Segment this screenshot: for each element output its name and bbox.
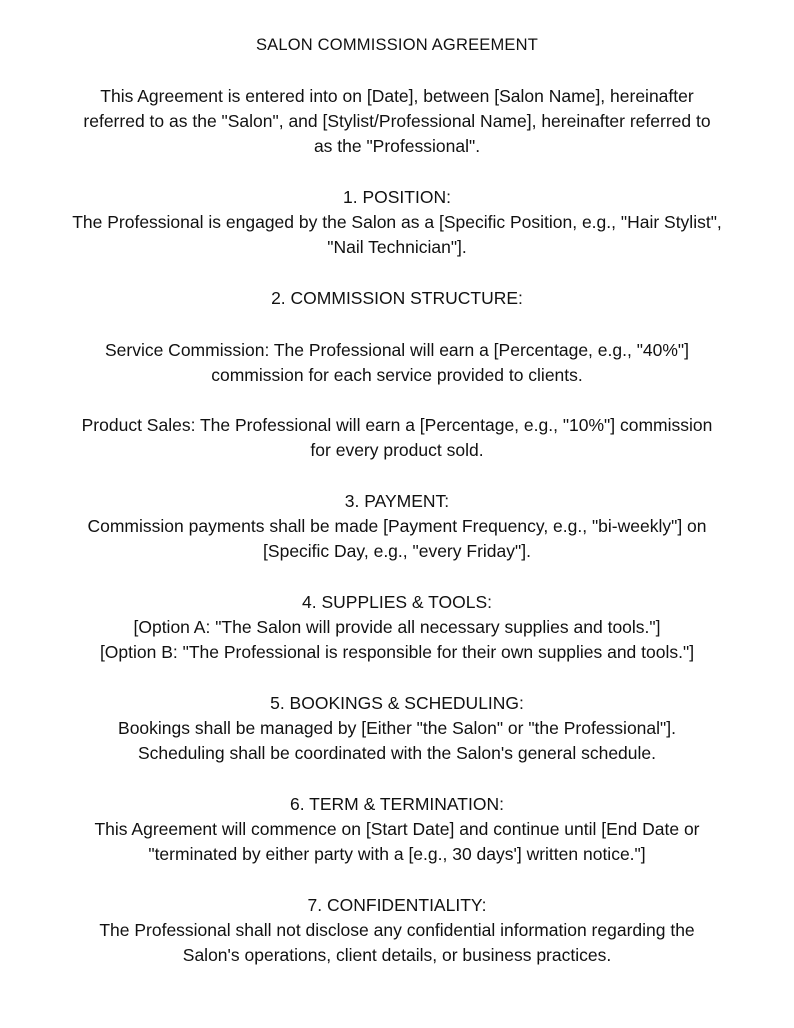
section-heading-payment: 3. PAYMENT: <box>344 491 450 511</box>
supplies-option-line: [Option A: "The Salon will provide all necessary supplies and tools."] <box>133 617 661 637</box>
service-commission-line: commission for each service provided to clients. <box>211 365 583 385</box>
document-title: SALON COMMISSION AGREEMENT <box>255 36 539 54</box>
supplies-option-line: [Option B: "The Professional is responsible for their own supplies and tools."] <box>99 642 695 662</box>
section-heading-confidentiality: 7. CONFIDENTIALITY: <box>307 895 487 915</box>
product-sales-line: Product Sales: The Professional will earn a [Percentage, e.g., "10%"] commission <box>81 415 713 435</box>
section-heading-commission: 2. COMMISSION STRUCTURE: <box>271 288 523 308</box>
payment-text-line: Commission payments shall be made [Payment Frequency, e.g., "bi-weekly"] on <box>87 516 707 536</box>
payment-text-line: [Specific Day, e.g., "every Friday"]. <box>263 541 531 561</box>
bookings-text-line: Scheduling shall be coordinated with the Salon's general schedule. <box>138 743 656 763</box>
confidentiality-text-line: Salon's operations, client details, or business practices. <box>182 945 612 965</box>
intro-line: as the "Professional". <box>313 136 481 156</box>
bookings-text-line: Bookings shall be managed by [Either "the Salon" or "the Professional"]. <box>118 718 676 738</box>
term-text-line: This Agreement will commence on [Start Date] and continue until [End Date or <box>94 819 700 839</box>
intro-line: This Agreement is entered into on [Date], between [Salon Name], hereinafter <box>100 86 694 106</box>
term-text-line: "terminated by either party with a [e.g., 30 days'] written notice."] <box>148 844 646 864</box>
section-heading-bookings: 5. BOOKINGS & SCHEDULING: <box>270 693 524 713</box>
section-heading-term: 6. TERM & TERMINATION: <box>290 794 504 814</box>
section-heading-position: 1. POSITION: <box>343 187 451 207</box>
confidentiality-text-line: The Professional shall not disclose any confidential information regarding the <box>99 920 695 940</box>
section-heading-supplies: 4. SUPPLIES & TOOLS: <box>302 592 492 612</box>
product-sales-line: for every product sold. <box>310 440 484 460</box>
position-text-line: "Nail Technician"]. <box>327 237 467 257</box>
service-commission-line: Service Commission: The Professional will earn a [Percentage, e.g., "40%"] <box>104 340 690 360</box>
intro-line: referred to as the "Salon", and [Stylist/Professional Name], hereinafter referred to <box>83 111 711 131</box>
position-text-line: The Professional is engaged by the Salon as a [Specific Position, e.g., "Hair Stylist", <box>72 212 722 232</box>
